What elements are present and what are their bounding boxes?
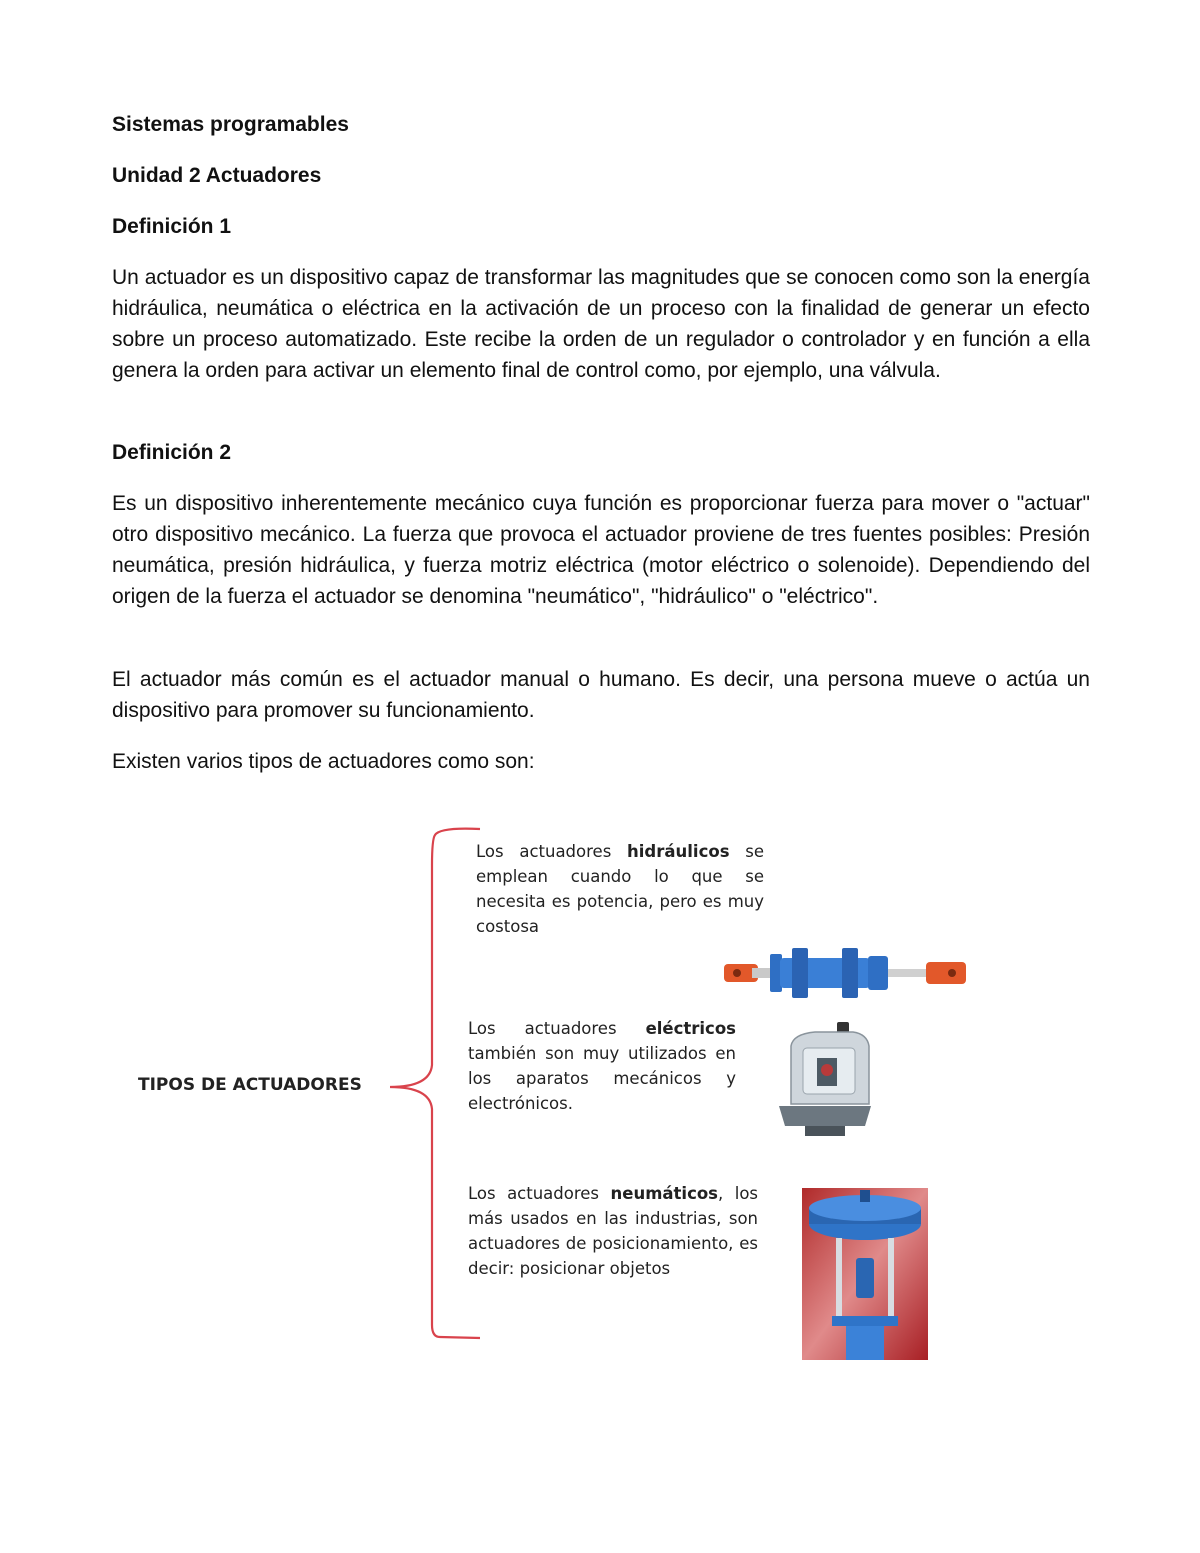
definition-1-text: Un actuador es un dispositivo capaz de transformar las magnitudes que se conocen como son la energía hidráulica, neumática o eléctrica en la activación de un proceso con la finalidad de generar un efecto sobre un proceso automatizado. Este recibe la orden de un regulador o controlador y en función a ella genera la orden para activar un elemento final de control como, por ejemplo, una válvula. — [112, 266, 1090, 382]
electric-description: Los actuadores eléctricos también son muy utilizados en los aparatos mecánicos y electrónicos. — [468, 1019, 736, 1113]
actuator-types-diagram — [0, 800, 1200, 1380]
electric-actuator-icon — [775, 1018, 875, 1140]
electric-keyword: eléctricos — [645, 1019, 736, 1038]
unit-heading: Unidad 2 Actuadores — [112, 164, 322, 187]
pneumatic-description: Los actuadores neumáticos, los más usados en las industrias, son actuadores de posicionamiento, es decir: posicionar objetos — [468, 1184, 759, 1278]
definition-2-text: Es un dispositivo inherentemente mecánico cuya función es proporcionar fuerza para mover o "actuar" otro dispositivo mecánico. La fuerza que provoca el actuador proviene de tres fuentes posibles: Presión neumática, presión hidráulica, y fuerza motriz eléctrica (motor eléctrico o solenoide). Dependiendo del origen de la fuerza el actuador se denomina "neumático", "hidráulico" o "eléctrico". — [112, 492, 1090, 608]
types-intro-paragraph: Existen varios tipos de actuadores como son: — [112, 750, 535, 773]
definition-1-heading: Definición 1 — [112, 215, 232, 238]
pneumatic-valve-icon — [802, 1188, 928, 1360]
manual-actuator-paragraph: El actuador más común es el actuador manual o humano. Es decir, una persona mueve o actúa un dispositivo para promover su funcionamiento. — [112, 668, 1090, 722]
brace-path — [390, 829, 480, 1338]
document-title: Sistemas programables — [112, 113, 349, 136]
hydraulic-description: Los actuadores hidráulicos se emplean cuando lo que se necesita es potencia, pero es muy costosa — [476, 842, 764, 936]
hydraulic-keyword: hidráulicos — [627, 842, 730, 861]
definition-2-heading: Definición 2 — [112, 441, 232, 464]
pneumatic-keyword: neumáticos — [610, 1184, 719, 1203]
hydraulic-cylinder-icon — [722, 942, 968, 1004]
diagram-root-label: TIPOS DE ACTUADORES — [138, 1075, 362, 1095]
